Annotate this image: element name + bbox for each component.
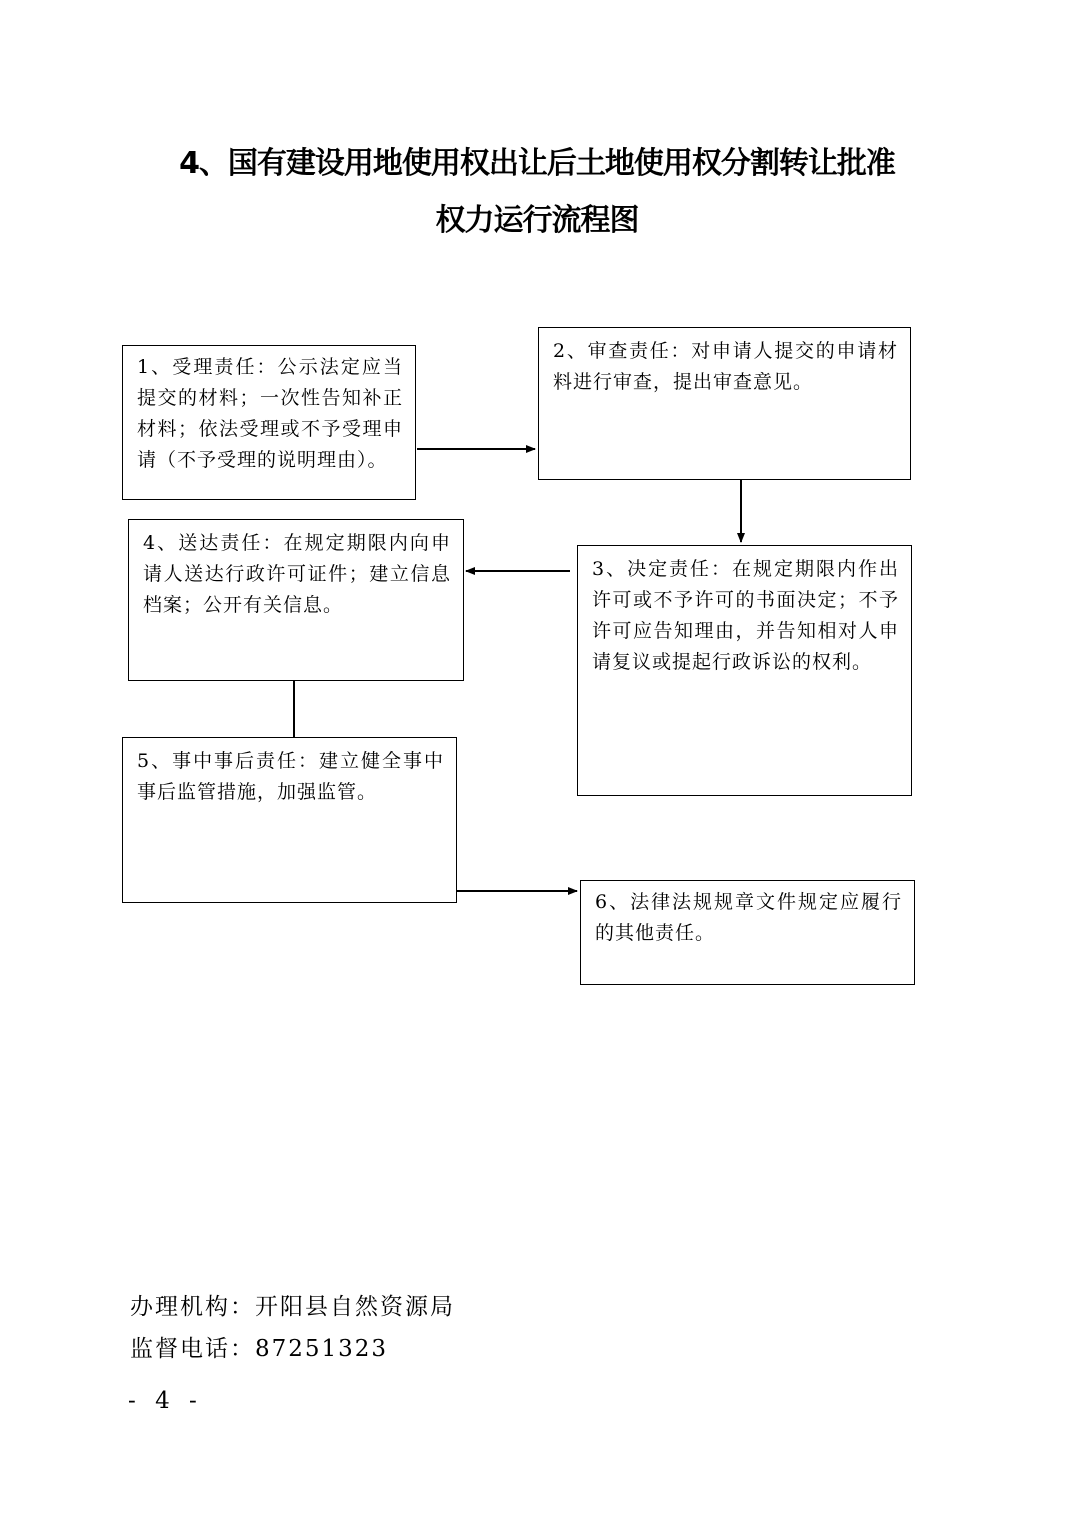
step-supervision-box: 5、事中事后责任：建立健全事中事后监管措施，加强监管。 <box>122 737 457 903</box>
handling-agency: 办理机构：开阳县自然资源局 <box>130 1294 455 1320</box>
step-other-box: 6、法律法规规章文件规定应履行的其他责任。 <box>580 880 915 985</box>
step-acceptance-box: 1、受理责任：公示法定应当提交的材料；一次性告知补正材料；依法受理或不予受理申请（不予受理的说明理由）。 <box>122 345 416 500</box>
page-number: - 4 - <box>128 1388 203 1414</box>
title-line-2: 权力运行流程图 <box>435 203 639 238</box>
step-review-box: 2、审查责任：对申请人提交的申请材料进行审查，提出审查意见。 <box>538 327 911 480</box>
step-decision-box: 3、决定责任：在规定期限内作出许可或不予许可的书面决定；不予许可应告知理由，并告知相对人申请复议或提起行政诉讼的权利。 <box>577 545 912 796</box>
supervision-phone: 监督电话：87251323 <box>130 1336 389 1362</box>
step-delivery-box: 4、送达责任：在规定期限内向申请人送达行政许可证件；建立信息档案；公开有关信息。 <box>128 519 464 681</box>
title-line-1: 4、国有建设用地使用权出让后土地使用权分割转让批准 <box>179 146 895 181</box>
